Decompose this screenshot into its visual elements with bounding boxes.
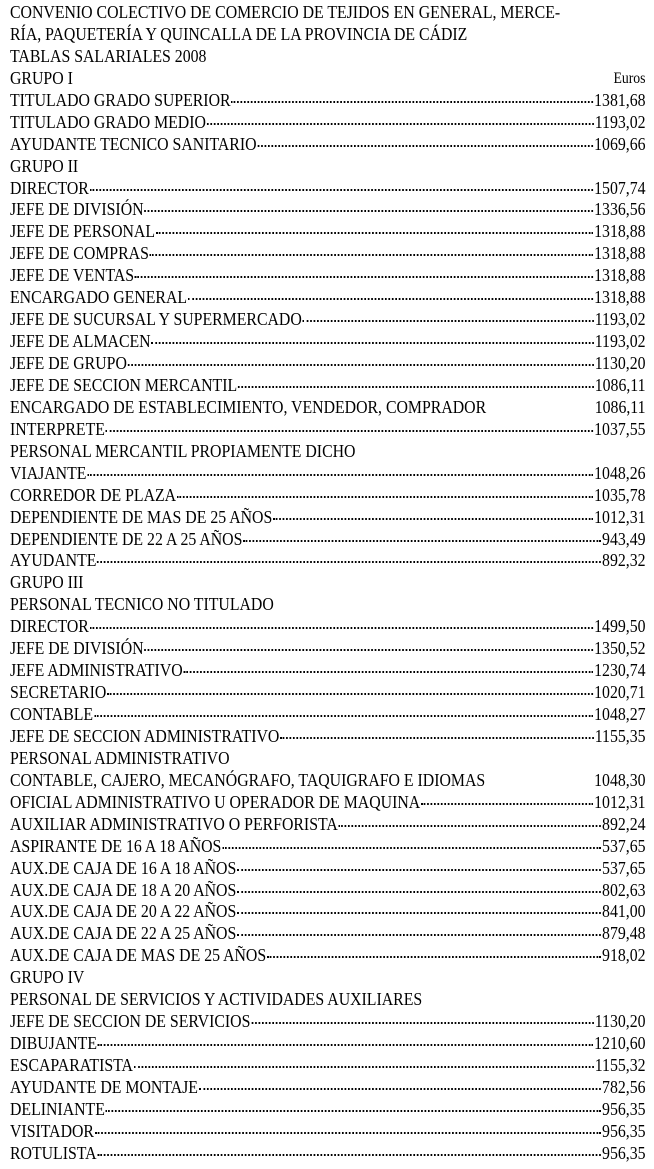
job-title: JEFE DE SECCION MERCANTIL — [10, 374, 238, 395]
dot-leader — [87, 474, 593, 476]
dot-leader — [280, 737, 594, 739]
salary-amount: 1069,66 — [594, 133, 646, 154]
job-title: ENCARGADO GENERAL — [10, 287, 188, 308]
dot-leader — [177, 496, 593, 498]
salary-row — [10, 1099, 646, 1121]
job-title: VIAJANTE — [10, 462, 87, 483]
dot-leader — [106, 1110, 601, 1112]
job-title: JEFE DE SECCION ADMINISTRATIVO — [10, 725, 280, 746]
salary-row — [10, 309, 646, 331]
salary-amount: 1193,02 — [594, 111, 646, 132]
salary-row — [10, 221, 646, 243]
salary-row — [10, 726, 646, 748]
salary-row — [10, 1033, 646, 1055]
dot-leader — [237, 934, 601, 936]
job-title: AUXILIAR ADMINISTRATIVO O PERFORISTA — [10, 813, 338, 834]
salary-row — [10, 638, 646, 660]
salary-amount: 1020,71 — [594, 682, 646, 703]
job-title: AYUDANTE DE MONTAJE — [10, 1076, 198, 1097]
salary-amount: 943,49 — [602, 528, 646, 549]
job-title: JEFE DE DIVISIÓN — [10, 638, 144, 659]
salary-row — [10, 836, 646, 858]
salary-amount: 1155,35 — [594, 725, 646, 746]
salary-amount: 1318,88 — [594, 243, 646, 264]
salary-row — [10, 134, 646, 156]
salary-amount: 892,32 — [602, 550, 646, 571]
dot-leader — [97, 561, 601, 563]
salary-row — [10, 923, 646, 945]
salary-amount: 1230,74 — [594, 660, 646, 681]
salary-row — [10, 704, 646, 726]
dot-leader — [237, 912, 601, 914]
salary-amount: 802,63 — [602, 879, 646, 900]
dot-leader — [98, 1044, 593, 1046]
job-title: JEFE DE SUCURSAL Y SUPERMERCADO — [10, 309, 302, 330]
salary-amount: 879,48 — [602, 923, 646, 944]
job-title: JEFE DE DIVISIÓN — [10, 199, 144, 220]
currency-label: Euros — [613, 69, 646, 87]
job-title: CONTABLE, CAJERO, MECANÓGRAFO, TAQUIGRAFO E IDIOMAS — [10, 769, 486, 790]
salary-amount: 956,35 — [602, 1098, 646, 1119]
salary-row — [10, 682, 646, 704]
salary-row — [10, 112, 646, 134]
dot-leader — [184, 671, 594, 673]
job-title: TITULADO GRADO SUPERIOR — [10, 89, 231, 110]
job-title: OFICIAL ADMINISTRATIVO U OPERADOR DE MAQUINA — [10, 791, 421, 812]
salary-sections — [10, 68, 646, 1165]
salary-amount: 1336,56 — [594, 199, 646, 220]
salary-row — [10, 507, 646, 529]
job-title: ESCAPARATISTA — [10, 1055, 133, 1075]
job-title: AUX.DE CAJA DE 20 A 22 AÑOS — [10, 901, 237, 922]
salary-row — [10, 331, 646, 353]
dot-leader — [273, 518, 593, 520]
job-title: DEPENDIENTE DE MAS DE 25 AÑOS — [10, 506, 273, 527]
dot-leader — [243, 540, 601, 542]
job-title: ENCARGADO DE ESTABLECIMIENTO, VENDEDOR, COMPRADOR — [10, 396, 487, 417]
salary-row — [10, 463, 646, 485]
dot-leader — [231, 101, 593, 103]
dot-leader — [90, 189, 594, 191]
salary-amount: 1318,88 — [594, 221, 646, 242]
job-title: VISITADOR — [10, 1120, 94, 1141]
dot-leader — [237, 891, 601, 893]
salary-amount: 1086,11 — [594, 396, 646, 417]
dot-leader — [151, 342, 593, 344]
salary-row — [10, 178, 646, 200]
job-title: AYUDANTE — [10, 550, 97, 571]
job-title: AUX.DE CAJA DE MAS DE 25 AÑOS — [10, 945, 267, 966]
salary-row — [10, 880, 646, 902]
salary-amount: 1037,55 — [594, 418, 646, 439]
dot-leader — [94, 715, 593, 717]
job-title: JEFE ADMINISTRATIVO — [10, 660, 183, 681]
salary-row — [10, 90, 646, 112]
salary-row — [10, 550, 646, 572]
dot-leader — [97, 1154, 601, 1156]
salary-row — [10, 770, 646, 792]
dot-leader — [144, 649, 593, 651]
dot-leader — [238, 386, 594, 388]
salary-row — [10, 353, 646, 375]
section-heading: PERSONAL DE SERVICIOS Y ACTIVIDADES AUXILIARES — [10, 989, 423, 1010]
job-title: TITULADO GRADO MEDIO — [10, 111, 206, 132]
dot-leader — [257, 145, 593, 147]
salary-amount: 1130,20 — [594, 1011, 646, 1032]
job-title: DELINIANTE — [10, 1098, 105, 1119]
dot-leader — [251, 1022, 594, 1024]
section-heading: PERSONAL MERCANTIL PROPIAMENTE DICHO — [10, 440, 356, 461]
salary-row — [10, 814, 646, 836]
salary-row — [10, 375, 646, 397]
job-title: ROTULISTA — [10, 1142, 97, 1163]
salary-row — [10, 529, 646, 551]
dot-leader — [156, 232, 593, 234]
job-title: INTERPRETE — [10, 418, 105, 439]
dot-leader — [199, 1088, 601, 1090]
dot-leader — [207, 123, 594, 125]
salary-row — [10, 265, 646, 287]
job-title: JEFE DE SECCION DE SERVICIOS — [10, 1011, 251, 1032]
salary-amount: 1086,11 — [594, 374, 646, 395]
salary-amount: 1155,32 — [594, 1055, 646, 1075]
dot-leader — [134, 1066, 594, 1068]
dot-leader — [188, 298, 593, 300]
salary-row — [10, 1055, 646, 1077]
dot-leader — [222, 847, 601, 849]
dot-leader — [237, 869, 601, 871]
job-title: AYUDANTE TECNICO SANITARIO — [10, 133, 257, 154]
salary-amount: 1012,31 — [594, 791, 646, 812]
salary-amount: 892,24 — [602, 813, 646, 834]
salary-row — [10, 397, 646, 419]
dot-leader — [339, 825, 602, 827]
salary-amount: 1193,02 — [594, 331, 646, 352]
salary-row — [10, 1011, 646, 1033]
salary-row — [10, 616, 646, 638]
dot-leader — [303, 320, 594, 322]
section-heading-with-unit — [10, 68, 646, 90]
salary-amount: 1130,20 — [594, 353, 646, 373]
job-title: JEFE DE VENTAS — [10, 265, 135, 286]
document-title-line-2: RÍA, PAQUETERÍA Y QUINCALLA DE LA PROVINCIA DE CÁDIZ — [10, 23, 468, 44]
salary-amount: 918,02 — [602, 945, 646, 966]
dot-leader — [90, 627, 594, 629]
salary-row — [10, 901, 646, 923]
job-title: CORREDOR DE PLAZA — [10, 484, 177, 505]
salary-row — [10, 1121, 646, 1143]
salary-amount: 1499,50 — [594, 616, 646, 637]
job-title: SECRETARIO — [10, 682, 107, 703]
job-title: AUX.DE CAJA DE 16 A 18 AÑOS — [10, 857, 237, 878]
job-title: DIRECTOR — [10, 177, 89, 198]
salary-amount: 1012,31 — [594, 506, 646, 527]
salary-row — [10, 945, 646, 967]
document-title-line-1: CONVENIO COLECTIVO DE COMERCIO DE TEJIDOS EN GENERAL, MERCE- — [10, 2, 561, 22]
section-heading: PERSONAL ADMINISTRATIVO — [10, 747, 230, 768]
salary-row — [10, 419, 646, 441]
dot-leader — [150, 254, 594, 256]
salary-amount: 1507,74 — [594, 177, 646, 198]
salary-row — [10, 243, 646, 265]
salary-amount: 841,00 — [602, 901, 646, 922]
job-title: CONTABLE — [10, 704, 94, 724]
section-heading: GRUPO IV — [10, 967, 85, 988]
salary-amount: 1048,30 — [594, 769, 646, 790]
salary-table-document — [10, 2, 646, 1165]
dot-leader — [421, 803, 593, 805]
salary-amount: 782,56 — [602, 1076, 646, 1097]
job-title: DIRECTOR — [10, 616, 89, 637]
job-title: ASPIRANTE DE 16 A 18 AÑOS — [10, 835, 222, 856]
salary-amount: 1048,27 — [594, 704, 646, 724]
salary-amount: 1193,02 — [594, 309, 646, 330]
salary-row — [10, 199, 646, 221]
dot-leader — [267, 956, 601, 958]
salary-amount: 1035,78 — [594, 484, 646, 505]
salary-row — [10, 660, 646, 682]
job-title: JEFE DE GRUPO — [10, 353, 127, 373]
job-title: JEFE DE ALMACEN — [10, 331, 151, 352]
dot-leader — [144, 210, 593, 212]
job-title: JEFE DE COMPRAS — [10, 243, 149, 264]
salary-amount: 1350,52 — [594, 638, 646, 659]
dot-leader — [135, 276, 593, 278]
salary-row — [10, 287, 646, 309]
salary-row — [10, 792, 646, 814]
section-heading: GRUPO III — [10, 572, 84, 593]
salary-row — [10, 858, 646, 880]
salary-amount: 537,65 — [602, 857, 646, 878]
dot-leader — [128, 364, 594, 366]
salary-row — [10, 1077, 646, 1099]
salary-row — [10, 1143, 646, 1165]
salary-amount: 956,35 — [602, 1120, 646, 1141]
job-title: AUX.DE CAJA DE 22 A 25 AÑOS — [10, 923, 237, 944]
salary-amount: 1210,60 — [594, 1033, 646, 1054]
dot-leader — [107, 693, 593, 695]
document-title-line-3: TABLAS SALARIALES 2008 — [10, 45, 207, 66]
salary-amount: 537,65 — [602, 835, 646, 856]
salary-amount: 1048,26 — [594, 462, 646, 483]
section-heading: GRUPO I — [10, 67, 73, 88]
job-title: AUX.DE CAJA DE 18 A 20 AÑOS — [10, 879, 237, 900]
dot-leader — [95, 1132, 601, 1134]
salary-amount: 1318,88 — [594, 265, 646, 286]
job-title: DEPENDIENTE DE 22 A 25 AÑOS — [10, 528, 243, 549]
section-heading: GRUPO II — [10, 155, 79, 176]
section-heading: PERSONAL TECNICO NO TITULADO — [10, 594, 274, 615]
salary-amount: 1381,68 — [594, 89, 646, 110]
job-title: JEFE DE PERSONAL — [10, 221, 156, 242]
dot-leader — [106, 430, 594, 432]
salary-row — [10, 485, 646, 507]
salary-amount: 1318,88 — [594, 287, 646, 308]
job-title: DIBUJANTE — [10, 1033, 97, 1054]
salary-amount: 956,35 — [602, 1142, 646, 1163]
